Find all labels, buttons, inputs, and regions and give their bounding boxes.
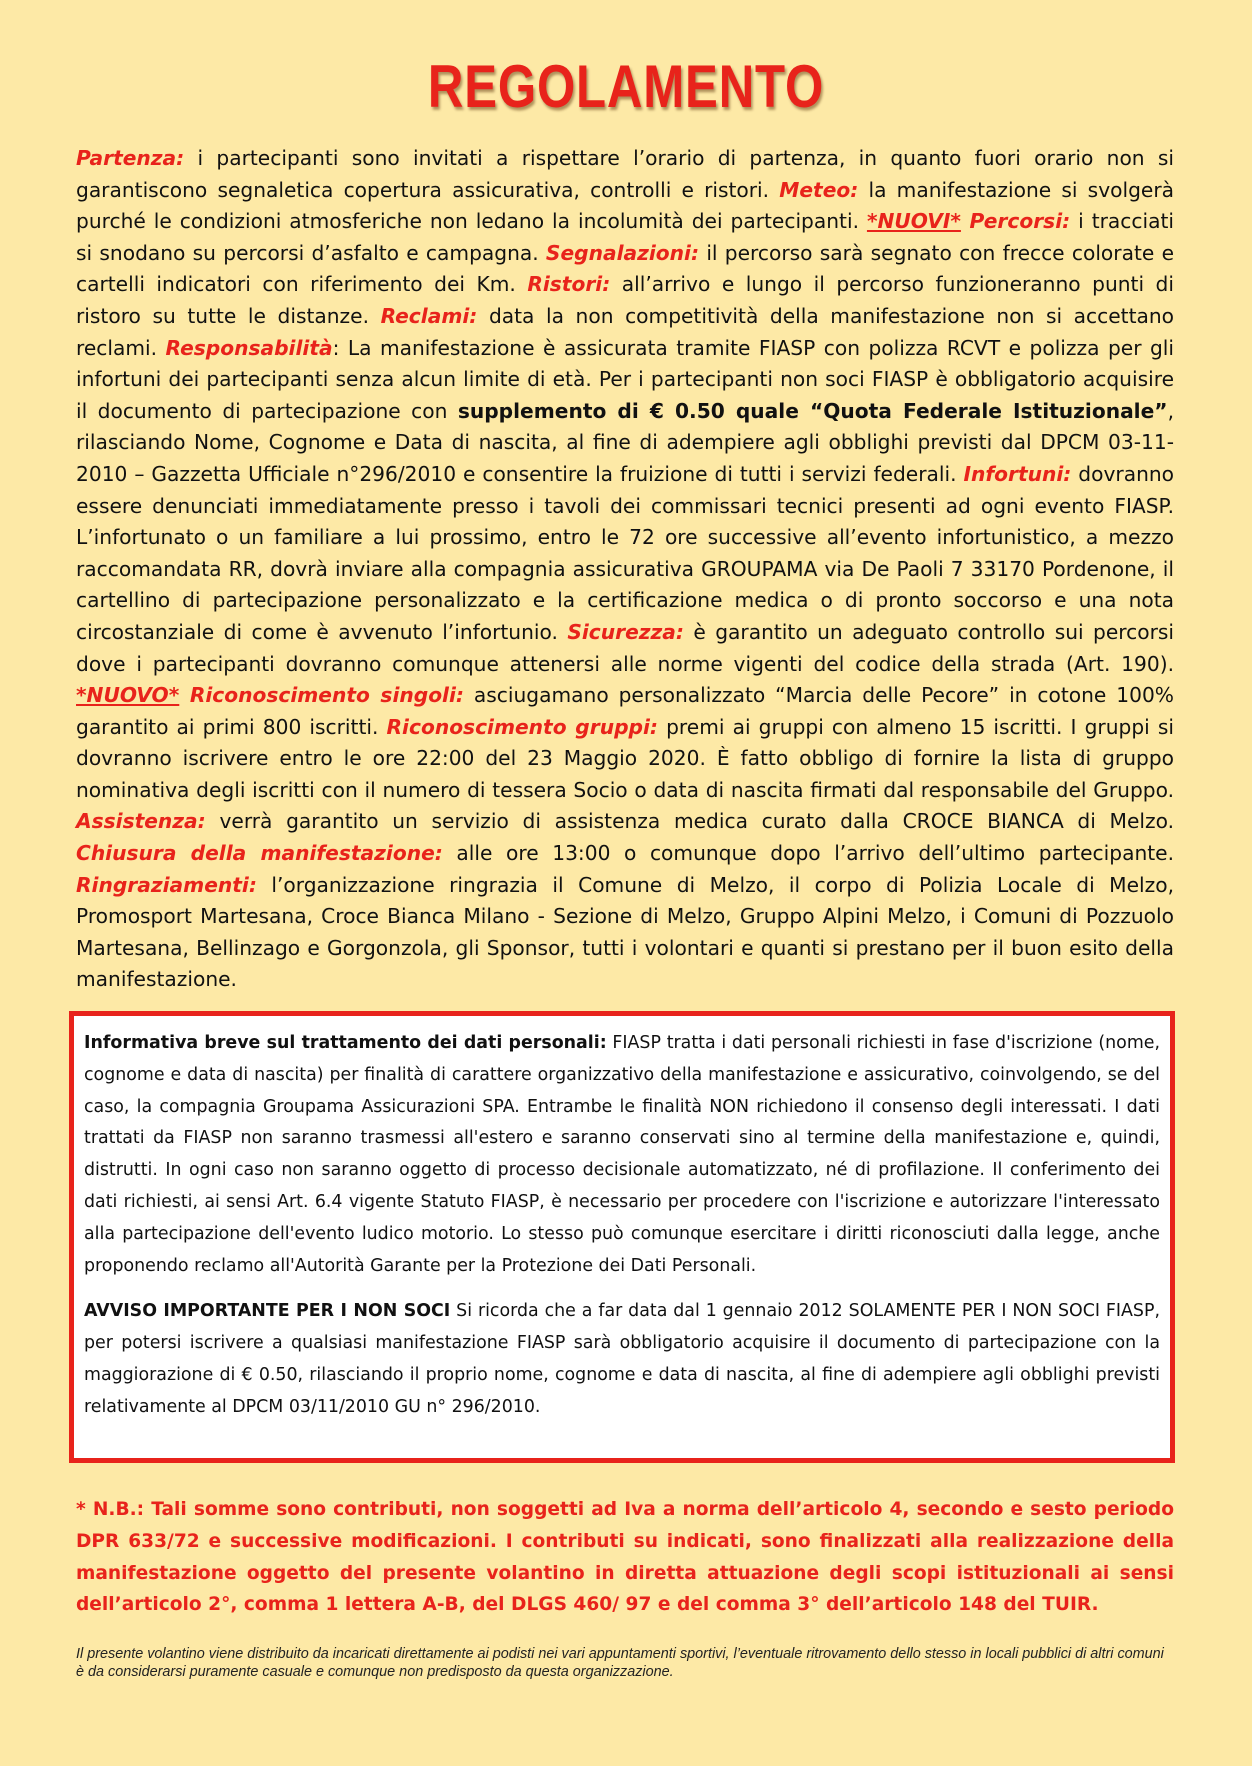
nota-bene: * N.B.: Tali somme sono contributi, non soggetti ad Iva a norma dell’articolo 4, secondo e sesto periodo DPR 633/72 e successive modificazioni. I contributi su indicati, sono finalizzati alla realizzazione della manifestazione oggetto del presente volantino in diretta attuazione degli scopi istituzionali ai sensi dell’articolo 2°, comma 1 lettera A-B, del DLGS 460/ 97 e del comma 3° dell’articolo 148 del TUIR. [76, 1499, 1174, 1616]
segnalazioni-label: Segnalazioni: [545, 240, 700, 265]
reclami-label: Reclami: [380, 303, 478, 328]
nuovo-tag: *NUOVO* [76, 683, 180, 708]
percorsi-label: Percorsi: [960, 209, 1071, 234]
ristori-label: Ristori: [527, 272, 611, 297]
meteo-text: la manifestazione si svolgerà purché le condizioni atmosferiche non ledano la incolumità dei partecipanti. [76, 177, 1174, 234]
sicurezza-label: Sicurezza: [567, 619, 684, 644]
partenza-text: i partecipanti sono invitati a rispettare l’orario di partenza, in quanto fuori orario non si garantiscono segnaletica copertura assicurativa, controlli e ristori. [76, 146, 1174, 202]
avviso-text: Si ricorda che a far data dal 1 gennaio 2012 SOLAMENTE PER I NON SOCI FIASP, per potersi iscrivere a qualsiasi manifestazione FIASP sarà obbligatorio acquisire il documento di partecipazione con la maggiorazione di € 0.50, rilasciando il proprio nome, cognome e data di nascita, al fine di adempiere agli obblighi previsti relativamente al DPCM 03/11/2010 GU n° 296/2010. [84, 1301, 1160, 1417]
sicurezza-text: è garantito un adeguato controllo sui percorsi dove i partecipanti dovranno comunque attenersi alle norme vigenti del codice della strada (Art. 190). [76, 619, 1175, 676]
meteo-label: Meteo: [779, 177, 859, 202]
informativa-paragraph [84, 1028, 1160, 1282]
informativa-text: FIASP tratta i dati personali richiesti in fase d'iscrizione (nome, cognome e data di nascita) per finalità di carattere organizzativo della manifestazione e assicurativo, coinvolgendo, se del caso, la compagnia Groupama Assicurazioni SPA. Entrambe le finalità NON richiedono il consenso degli interessati. I dati trattati da FIASP non saranno trasmessi all'estero e saranno conservati sino al termine della manifestazione e, quindi, distrutti. In ogni caso non saranno oggetto di processo decisionale automatizzato, né di profilazione. Il conferimento dei dati richiesti, ai sensi Art. 6.4 vigente Statuto FIASP, è necessario per procedere con l'iscrizione e autorizzare l'interessato alla partecipazione dell'evento ludico motorio. Lo stesso può comunque esercitare i diritti riconosciuti dalla legge, anche proponendo reclamo all'Autorità Garante per la Protezione dei Dati Personali. [84, 1033, 1160, 1276]
footer-disclaimer: Il presente volantino viene distribuito da incaricati direttamente ai podisti nei vari appuntamenti sportivi, l’eventuale ritrovamento dello stesso in locali pubblici di altri comuni è da considerarsi puramente casuale e comunque non predisposto da questa organizzazione. [76, 1646, 1164, 1680]
percorsi-text: i tracciati si snodano su percorsi d’asfalto e campagna. [76, 209, 1175, 265]
assistenza-text: verrà garantito un servizio di assistenza medica curato dalla CROCE BIANCA di Melzo. [205, 809, 1174, 834]
privacy-box [69, 1011, 1175, 1463]
chiusura-label: Chiusura della manifestazione: [76, 841, 443, 866]
ristori-text: all’arrivo e lungo il percorso funzioneranno punti di ristoro su tutte le distanze. [76, 272, 1174, 328]
reclami-text: data la non competitività della manifestazione non si accettano reclami. [76, 303, 1174, 360]
partenza-label: Partenza: [76, 146, 185, 170]
page-title: REGOLAMENTO [427, 53, 825, 120]
avviso-paragraph [84, 1296, 1160, 1423]
chiusura-text: alle ore 13:00 o comunque dopo l’arrivo dell’ultimo partecipante. [442, 841, 1174, 866]
infortuni-text: dovranno essere denunciati immediatamente presso i tavoli dei commissari tecnici presenti ad ogni evento FIASP. L’infortunato o un familiare a lui prossimo, entro le 72 ore successive all’evento infortunistico, a mezzo raccomandata RR, dovrà inviare alla compagnia assicurativa GROUPAMA via De Paoli 7 33170 Pordenone, il cartellino di partecipazione personalizzato e la certificazione medica o di pronto soccorso e una nota circostanziale di come è avvenuto l’infortunio. [76, 461, 1175, 644]
ric-singoli-text: asciugamano personalizzato “Marcia delle Pecore” in cotone 100% garantito ai primi 800 iscritti. [76, 683, 1174, 739]
assistenza-label: Assistenza: [76, 809, 206, 834]
responsabilita-label: Responsabilità [165, 335, 333, 360]
ringraziamenti-label: Ringraziamenti: [76, 872, 257, 897]
informativa-title: Informativa breve sul trattamento dei dati personali: [84, 1033, 607, 1053]
nuovi-tag: *NUOVI* [866, 209, 961, 234]
segnalazioni-text: il percorso sarà segnato con frecce colorate e cartelli indicatori con riferimento dei Km. [76, 240, 1174, 297]
responsabilita-text-1: : La manifestazione è assicurata tramite FIASP con polizza RCVT e polizza per gli infortuni dei partecipanti senza alcun limite di età. Per i partecipanti non soci FIASP è obbligatorio acquisire il documento di partecipazione con [76, 335, 1174, 423]
supplemento-text: supplemento di € 0.50 quale “Quota Federale Istituzionale” [457, 398, 1168, 423]
avviso-title: AVVISO IMPORTANTE PER I NON SOCI [84, 1301, 451, 1322]
ric-gruppi-text: premi ai gruppi con almeno 15 iscritti. I gruppi si dovranno iscrivere entro le ore 22:00 del 23 Maggio 2020. È fatto obbligo di fornire la lista di gruppo nominativa degli iscritti con il numero di tessera Socio o data di nascita firmati dal responsabile del Gruppo. [76, 714, 1174, 802]
ric-singoli-label: Riconoscimento singoli: [179, 683, 464, 708]
responsabilita-text-2: , rilasciando Nome, Cognome e Data di nascita, al fine di adempiere agli obblighi previsti dal DPCM 03-11-2010 – Gazzetta Ufficiale n°296/2010 e consentire la fruizione di tutti i servizi federali. [76, 398, 1174, 486]
infortuni-label: Infortuni: [963, 461, 1072, 486]
ric-gruppi-label: Riconoscimento gruppi: [386, 714, 658, 739]
ringraziamenti-text: l’organizzazione ringrazia il Comune di Melzo, il corpo di Polizia Locale di Melzo, Promosport Martesana, Croce Bianca Milano - Sezione di Melzo, Gruppo Alpini Melzo, i Comuni di Pozzuolo Martesana, Bellinzago e Gorgonzola, gli Sponsor, tutti i volontari e quanti si prestano per il buon esito della manifestazione. [76, 872, 1174, 992]
regolamento-text [76, 143, 1174, 996]
